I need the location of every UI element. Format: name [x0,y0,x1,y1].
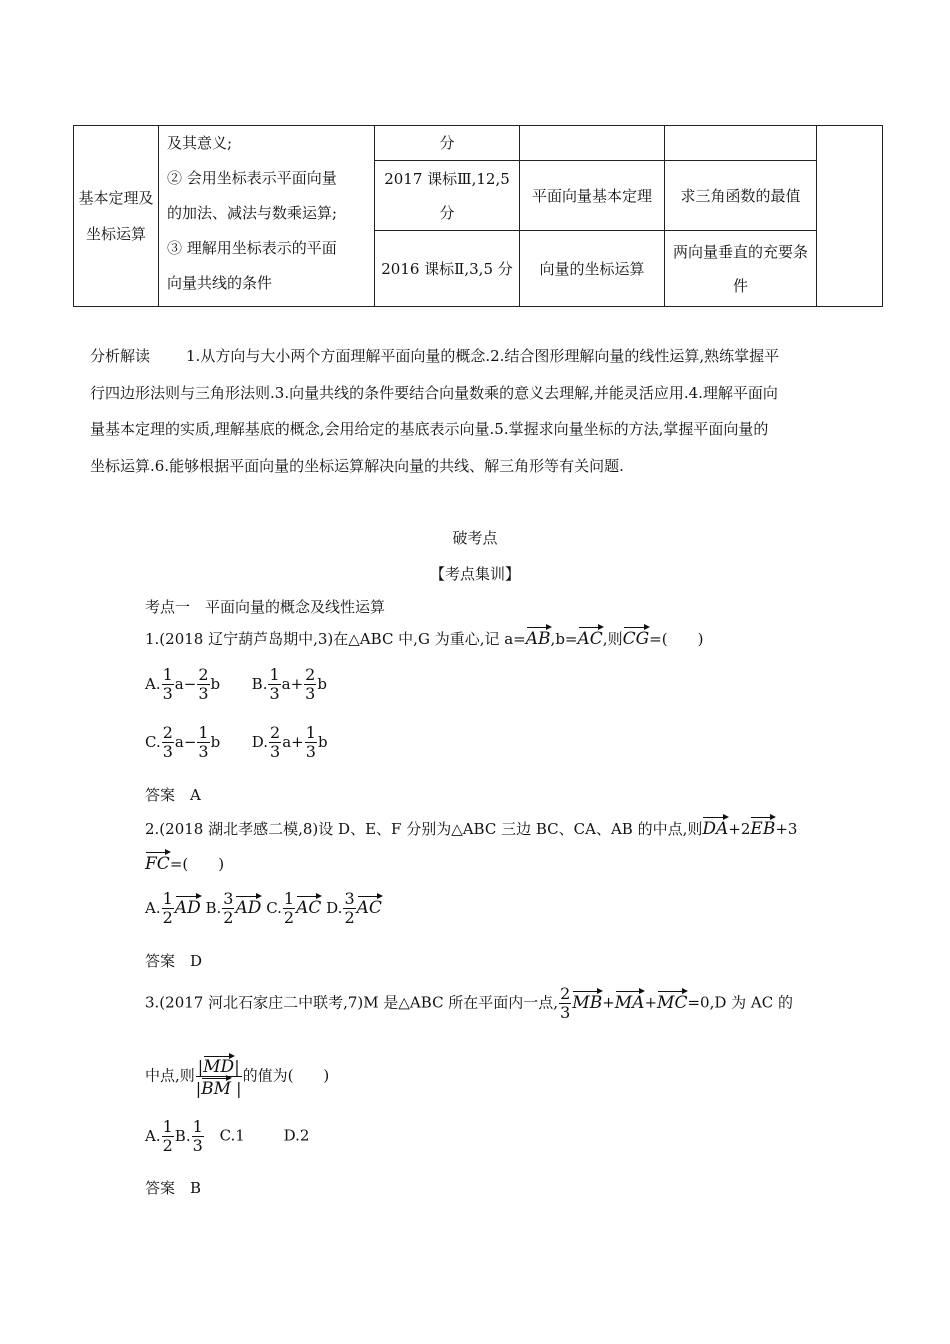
vector-ac: AC [296,895,321,918]
question-3-stem-cont: 中点,则 $\frac{|MD|}{|BM |}$ 的值为( ) [145,1057,330,1099]
vector-da: DA [702,816,728,839]
option-b: B. $\frac{1}{3}$ a+ $\frac{2}{3}$ b [251,665,327,703]
analysis-paragraph [90,338,880,484]
topic-cell: 向量的坐标运算 [520,231,665,307]
vector-ab: AB [526,626,551,649]
question-3-options [145,1118,309,1155]
row-header-line: 基本定理及 [78,189,154,207]
row-header-line: 坐标运算 [85,225,146,243]
note-cell: 求三角函数的最值 [665,161,817,231]
vector-mc: MC [657,990,687,1013]
fraction: $\frac{3}{2}$ [223,889,234,927]
option-c: C. $\frac{2}{3}$ a− $\frac{1}{3}$ b [145,723,221,761]
note-line: 两向量垂直的充要条 [672,242,808,261]
question-2-stem: 2.(2018 湖北孝感二模,8)设 D、E、F 分别为△ABC 三边 BC、CA、AB 的中点,则DA+2EB+3 [145,816,797,839]
option-c: C.1 [219,1126,245,1145]
fraction: $\frac{2}{3}$ [560,984,571,1022]
magnitude-ratio: $\frac{|MD|}{|BM |}$ [195,1057,242,1099]
exam-line: 分 [439,203,455,222]
exam-cell: 分 [375,126,520,161]
topic-cell: 平面向量基本定理 [520,161,665,231]
fraction: $\frac{2}{3}$ [305,665,316,703]
row-header-cell [74,126,159,307]
vector-fc: FC [145,851,170,874]
fraction: $\frac{1}{3}$ [162,665,173,703]
note-cell [665,231,817,307]
option-b: B. $\frac{3}{2}$ AD [205,889,262,927]
requirement-line: ③ 理解用坐标表示的平面 [167,239,337,257]
vector-ac: AC [578,626,603,649]
fraction: $\frac{1}{2}$ [283,889,295,927]
exam-line: 2017 课标Ⅲ,12,5 [384,169,510,188]
fraction: $\frac{1}{3}$ [198,723,209,761]
question-2-options [145,890,382,927]
curriculum-table [73,125,883,307]
option-b: B. $\frac{1}{3}$ [174,1117,203,1155]
analysis-line: 坐标运算.6.能够根据平面向量的坐标运算解决向量的共线、解三角形等有关问题. [90,456,624,475]
vector-ad: AD [175,895,201,918]
analysis-line: 量基本定理的实质,理解基底的概念,会用给定的基底表示向量.5.掌握求向量坐标的方法,掌握平面向量的 [90,420,769,438]
requirement-line: 的加法、减法与数乘运算; [167,204,338,222]
note-line: 件 [732,276,748,295]
vector-ma: MA [615,990,645,1013]
question-1-options-cd [145,724,328,761]
vector-cg: CG [623,626,650,649]
fraction: $\frac{2}{3}$ [162,723,173,761]
exam-cell [375,161,520,231]
exam-cell: 2016 课标Ⅱ,3,5 分 [375,231,520,307]
fraction: $\frac{1}{3}$ [192,1117,203,1155]
question-1-stem: 1.(2018 辽宁葫芦岛期中,3)在△ABC 中,G 为重心,记 a=AB,b=AC,则CG=( ) [145,626,703,649]
section-subtitle: 【考点集训】 [429,565,520,583]
empty-cell [817,126,883,307]
vector-mb: MB [572,990,602,1013]
analysis-line: 行四边形法则与三角形法则.3.向量共线的条件要结合向量数乘的意义去理解,并能灵活应用.4.理解平面向 [90,383,778,402]
analysis-line-1: 分析解读 1.从方向与大小两个方面理解平面向量的概念.2.结合图形理解向量的线性运算,熟练掌握平 [90,347,780,365]
question-1-options-ab [145,666,327,703]
vector-ac: AC [357,895,382,918]
question-3-answer: 答案 B [145,1179,202,1197]
fraction: $\frac{1}{2}$ [162,889,173,927]
option-d: D.2 [283,1126,310,1145]
vector-bm: BM [201,1079,232,1099]
topic-cell [520,126,665,161]
fraction: $\frac{1}{2}$ [162,1117,173,1155]
fraction: $\frac{2}{3}$ [270,723,281,761]
option-a: A. $\frac{1}{2}$ AD [145,889,201,927]
option-d: D. $\frac{3}{2}$ AC [326,889,382,927]
option-a: A. $\frac{1}{3}$ a− $\frac{2}{3}$ b [145,665,221,703]
question-3-stem: 3.(2017 河北石家庄二中联考,7)M 是△ABC 所在平面内一点, $\frac{2}{3}$ MB+MA+MC=0,D 为 AC 的 [145,984,793,1022]
question-2-stem-cont: FC=( ) [145,851,224,874]
fraction: $\frac{3}{2}$ [344,889,355,927]
requirement-line: 向量共线的条件 [167,274,273,292]
option-a: A. $\frac{1}{2}$ [145,1117,173,1155]
option-c: C. $\frac{1}{2}$ AC [266,889,322,927]
fraction: $\frac{1}{3}$ [305,723,316,761]
note-cell [665,126,817,161]
fraction: $\frac{1}{3}$ [269,665,280,703]
section-title: 破考点 [452,529,498,547]
question-2-answer: 答案 D [145,952,203,970]
question-1-answer: 答案 A [145,786,201,804]
requirement-line: 及其意义; [167,134,233,152]
vector-eb: EB [750,816,775,839]
fraction: $\frac{2}{3}$ [198,665,209,703]
topic-heading: 考点一 平面向量的概念及线性运算 [145,598,386,616]
requirement-line: ② 会用坐标表示平面向量 [167,169,337,187]
vector-md: MD [203,1057,235,1077]
requirement-cell [159,126,375,307]
option-d: D. $\frac{2}{3}$ a+ $\frac{1}{3}$ b [251,723,328,761]
vector-ad: AD [235,895,261,918]
analysis-label: 分析解读 [90,347,151,365]
